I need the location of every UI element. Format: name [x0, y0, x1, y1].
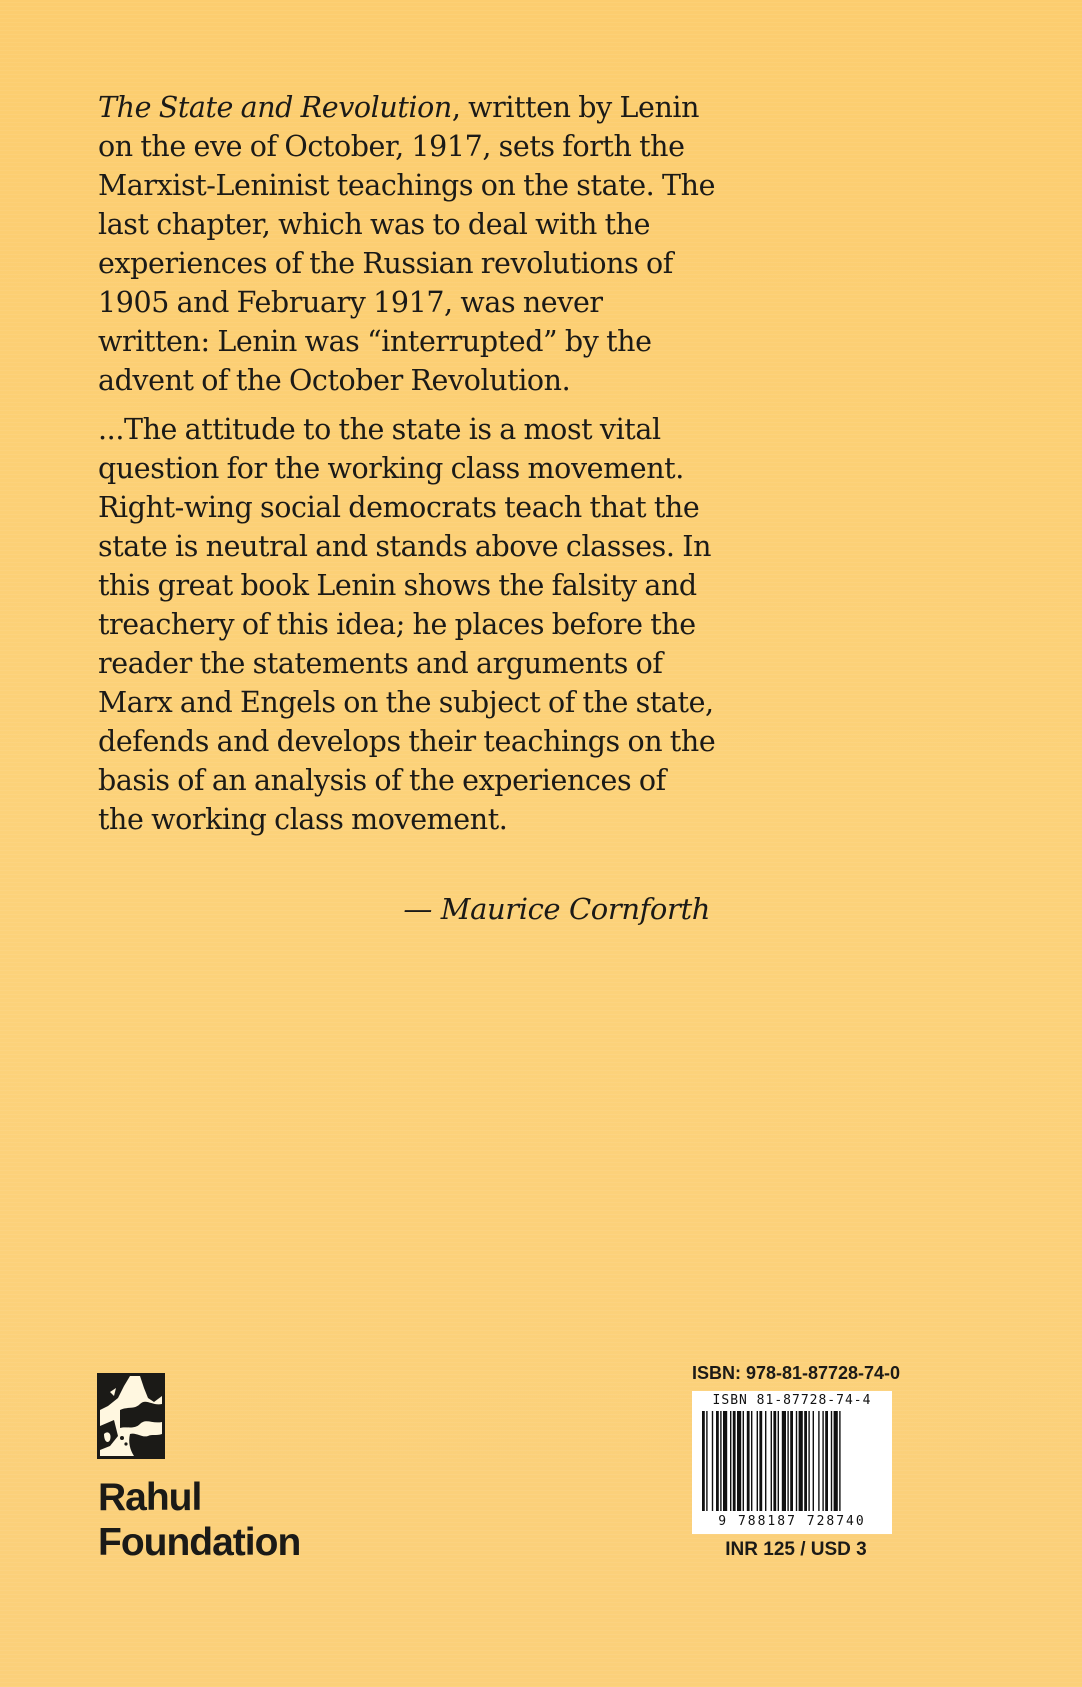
isbn-label: ISBN: 978-81-87728-74-0 [691, 1363, 901, 1383]
barcode-bar [743, 1411, 744, 1511]
barcode [692, 1391, 892, 1534]
barcode-bar [757, 1411, 758, 1511]
publisher-logo-icon [97, 1373, 165, 1459]
barcode-bar [751, 1411, 752, 1511]
book-title: The State and Revolution [98, 91, 452, 124]
barcode-bar [839, 1411, 840, 1511]
barcode-bar [712, 1411, 713, 1511]
barcode-bar [808, 1411, 809, 1511]
barcode-bar [759, 1411, 762, 1511]
barcode-bar [822, 1411, 823, 1511]
barcode-bar [733, 1411, 736, 1511]
barcode-icon [696, 1411, 888, 1513]
barcode-bar [716, 1411, 719, 1511]
barcode-bar [796, 1411, 797, 1511]
barcode-isbn-text: ISBN 81-87728-74-4 [712, 1393, 872, 1408]
barcode-bar [813, 1411, 814, 1511]
blurb-paragraph-2: ...The attitude to the state is a most vital question for the working class movement. Right-wing social democrats teach that the state is neutral and stands above classes. In this great book Lenin shows the falsity and treachery of this idea; he places before the reader the statements and arguments of Marx and Engels on the subject of the state, defends and develops their teachings on the basis of an analysis of the experiences of the working class movement. [98, 413, 716, 836]
blurb-paragraph-1-text: , written by Lenin on the eve of October, 1917, sets forth the Marxist-Leninist teachings on the state. The last chapter, which was to deal with the experiences of the Russian revolutions of 1905 and February 1917, was never written: Lenin was “interrupted” by the advent of the October Revolution. [98, 91, 716, 397]
barcode-digits: 9 788187 728740 [718, 1514, 866, 1529]
blurb-paragraph-1 [98, 88, 718, 400]
barcode-bar [782, 1411, 786, 1511]
barcode-bar [747, 1411, 750, 1511]
publisher-name [98, 1475, 300, 1565]
barcode-bar [706, 1411, 707, 1511]
barcode-bar [818, 1411, 819, 1511]
barcode-bar [773, 1411, 776, 1511]
barcode-bar [778, 1411, 779, 1511]
barcode-bar [737, 1411, 741, 1511]
barcode-bar [787, 1411, 788, 1511]
barcode-bar [771, 1411, 772, 1511]
barcode-bar [720, 1411, 721, 1511]
barcode-bar [804, 1411, 807, 1511]
barcode-bar [765, 1411, 766, 1511]
barcode-bar [834, 1411, 838, 1511]
barcode-bar [790, 1411, 793, 1511]
barcode-bar [730, 1411, 731, 1511]
quote-attribution: — Maurice Cornforth [403, 892, 710, 926]
barcode-bar [831, 1411, 832, 1511]
publisher-name-line-2: Foundation [98, 1521, 301, 1564]
barcode-bar [702, 1411, 705, 1511]
barcode-bar [799, 1411, 803, 1511]
back-cover-blurb [98, 88, 718, 839]
publisher-name-line-1: Rahul [98, 1476, 202, 1519]
price-label: INR 125 / USD 3 [725, 1539, 867, 1560]
barcode-bar [723, 1411, 727, 1511]
barcode-bar [825, 1411, 828, 1511]
